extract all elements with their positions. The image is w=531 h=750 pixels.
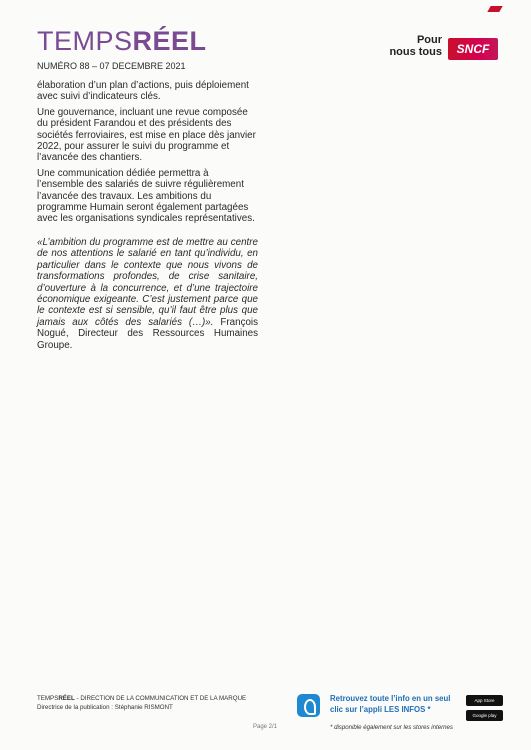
page-number: Page 2/1 bbox=[253, 724, 278, 730]
paragraph-1: élaboration d’un plan d’actions, puis déploiement avec suivi d’indicateurs clés. bbox=[37, 80, 249, 103]
footer-brand-part2: RÉEL bbox=[58, 695, 75, 702]
corner-mark-icon bbox=[487, 6, 502, 12]
quote-author: François Nogué, Directeur des Ressources Humaines Groupe. bbox=[37, 316, 258, 351]
article-column bbox=[37, 80, 258, 355]
footer-credits bbox=[37, 694, 246, 712]
footer-line1 bbox=[37, 694, 246, 703]
promo-line1: Retrouvez toute l’info en un seul bbox=[330, 694, 451, 703]
temps-reel-logo bbox=[37, 26, 207, 56]
tagline-line2: nous tous bbox=[389, 46, 442, 58]
promo-line2: clic sur l’appli LES INFOS * bbox=[330, 705, 431, 714]
footer-line2: Directrice de la publication : Stéphanie RISMONT bbox=[37, 704, 173, 711]
paragraph-3: Une communication dédiée permettra à l’ensemble des salariés de suivre régulièrement l’avancée des travaux. Les ambitions du programme Humain seront également partagées avec les organisations syndicales représentatives. bbox=[37, 167, 255, 225]
google-play-badge[interactable]: Google play bbox=[466, 710, 503, 721]
sncf-header bbox=[388, 34, 498, 60]
footer-direction: - DIRECTION DE LA COMMUNICATION ET DE LA MARQUE bbox=[74, 695, 247, 702]
quote-text: «L’ambition du programme est de mettre au centre de nos attentions le salarié en tant qu’individu, en particulier dans le contexte que nous vivons de transformations profondes, de crise sanitaire, d’ouverture à la concurrence, et d’une trajectoire économique exigeante. C’est justement parce que le contexte est si sensible, qu’il faut être plus que jamais aux côtés des salariés (…)». bbox=[37, 236, 258, 328]
footer-brand-part1: TEMPS bbox=[37, 695, 59, 702]
tagline-line1: Pour bbox=[416, 34, 442, 46]
logo-part1: TEMPS bbox=[37, 26, 133, 56]
tagline bbox=[389, 34, 442, 58]
app-promo bbox=[330, 693, 450, 715]
sncf-logo: SNCF bbox=[448, 38, 498, 60]
app-store-badge[interactable]: App Store bbox=[466, 695, 503, 706]
quote bbox=[37, 237, 258, 351]
logo-part2: RÉEL bbox=[132, 26, 207, 56]
promo-note: * disponible également sur les stores internes bbox=[330, 724, 453, 731]
issue-number: NUMÉRO 88 – 07 DECEMBRE 2021 bbox=[37, 61, 186, 71]
paragraph-2: Une gouvernance, incluant une revue composée du président Farandou et des présidents des sociétés ferroviaires, est mise en place dès janvier 2022, pour assurer le suivi du programme et l’avancée des chantiers. bbox=[37, 106, 256, 164]
les-infos-app-icon[interactable] bbox=[297, 694, 320, 717]
